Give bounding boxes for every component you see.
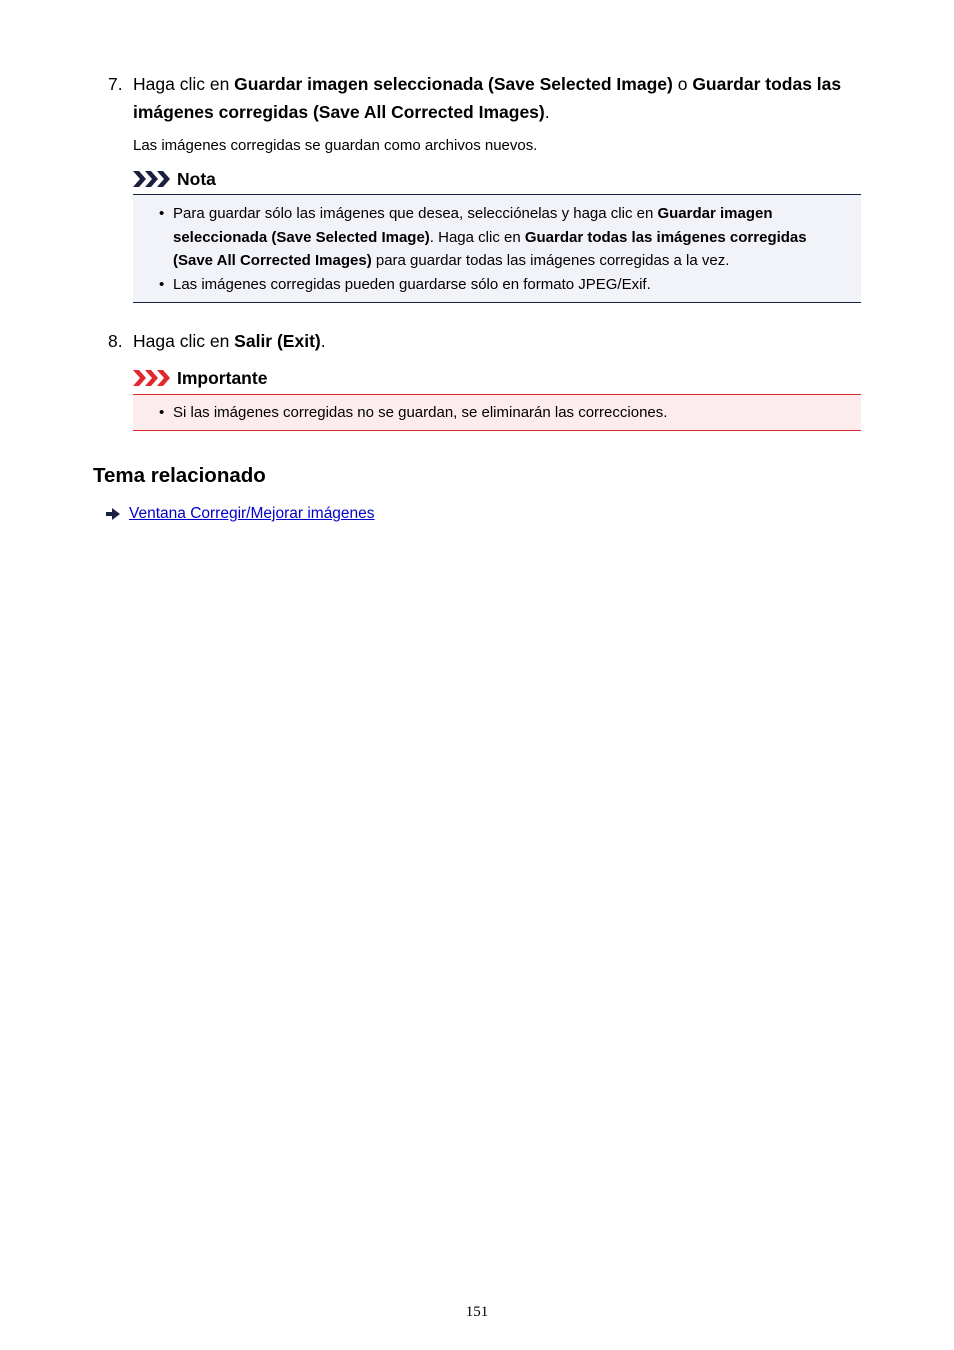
note-title: Nota [177, 168, 216, 189]
note-box [133, 194, 861, 303]
step-number: 8. [108, 331, 123, 351]
list-item: • Las imágenes corregidas pueden guardarse sólo en formato JPEG/Exif. [159, 275, 651, 293]
related-topic-link[interactable]: Ventana Corregir/Mejorar imágenes [129, 505, 375, 522]
step-8 [108, 327, 868, 355]
step-7-description: Las imágenes corregidas se guardan como archivos nuevos. [133, 137, 538, 154]
note-list [133, 202, 861, 296]
ui-label-save-selected: Guardar imagen seleccionada (Save Selected Image) [234, 74, 673, 94]
triple-chevron-icon [133, 369, 173, 387]
list-item: • Para guardar sólo las imágenes que desea, selecciónelas y haga clic en Guardar imagen seleccionada (Save Selected Image). Haga clic en Guardar todas las imágenes corregidas (Save All Corrected Images) para guardar todas las imágenes corregidas a la vez. [159, 205, 807, 269]
important-header [133, 367, 267, 389]
related-topic-heading: Tema relacionado [93, 464, 266, 487]
triple-chevron-icon [133, 170, 173, 188]
ui-label-exit: Salir (Exit) [234, 331, 321, 351]
list-item: • Si las imágenes corregidas no se guardan, se eliminarán las correcciones. [159, 404, 668, 421]
step-7 [108, 70, 868, 126]
important-box [133, 394, 861, 431]
related-topic-item [106, 505, 375, 523]
page-number: 151 [465, 1304, 489, 1320]
step-number: 7. [108, 74, 123, 94]
arrow-right-icon [106, 508, 120, 520]
important-list [133, 401, 861, 425]
ui-label-save-all: Guardar todas las imágenes corregidas (Save All Corrected Images) [133, 74, 842, 122]
note-header [133, 168, 216, 190]
step-7-text: Haga clic en Guardar imagen seleccionada (Save Selected Image) o Guardar todas las imágenes corregidas (Save All Corrected Images). [133, 74, 842, 122]
step-8-text: Haga clic en Salir (Exit). [133, 331, 326, 351]
important-title: Importante [177, 367, 268, 388]
